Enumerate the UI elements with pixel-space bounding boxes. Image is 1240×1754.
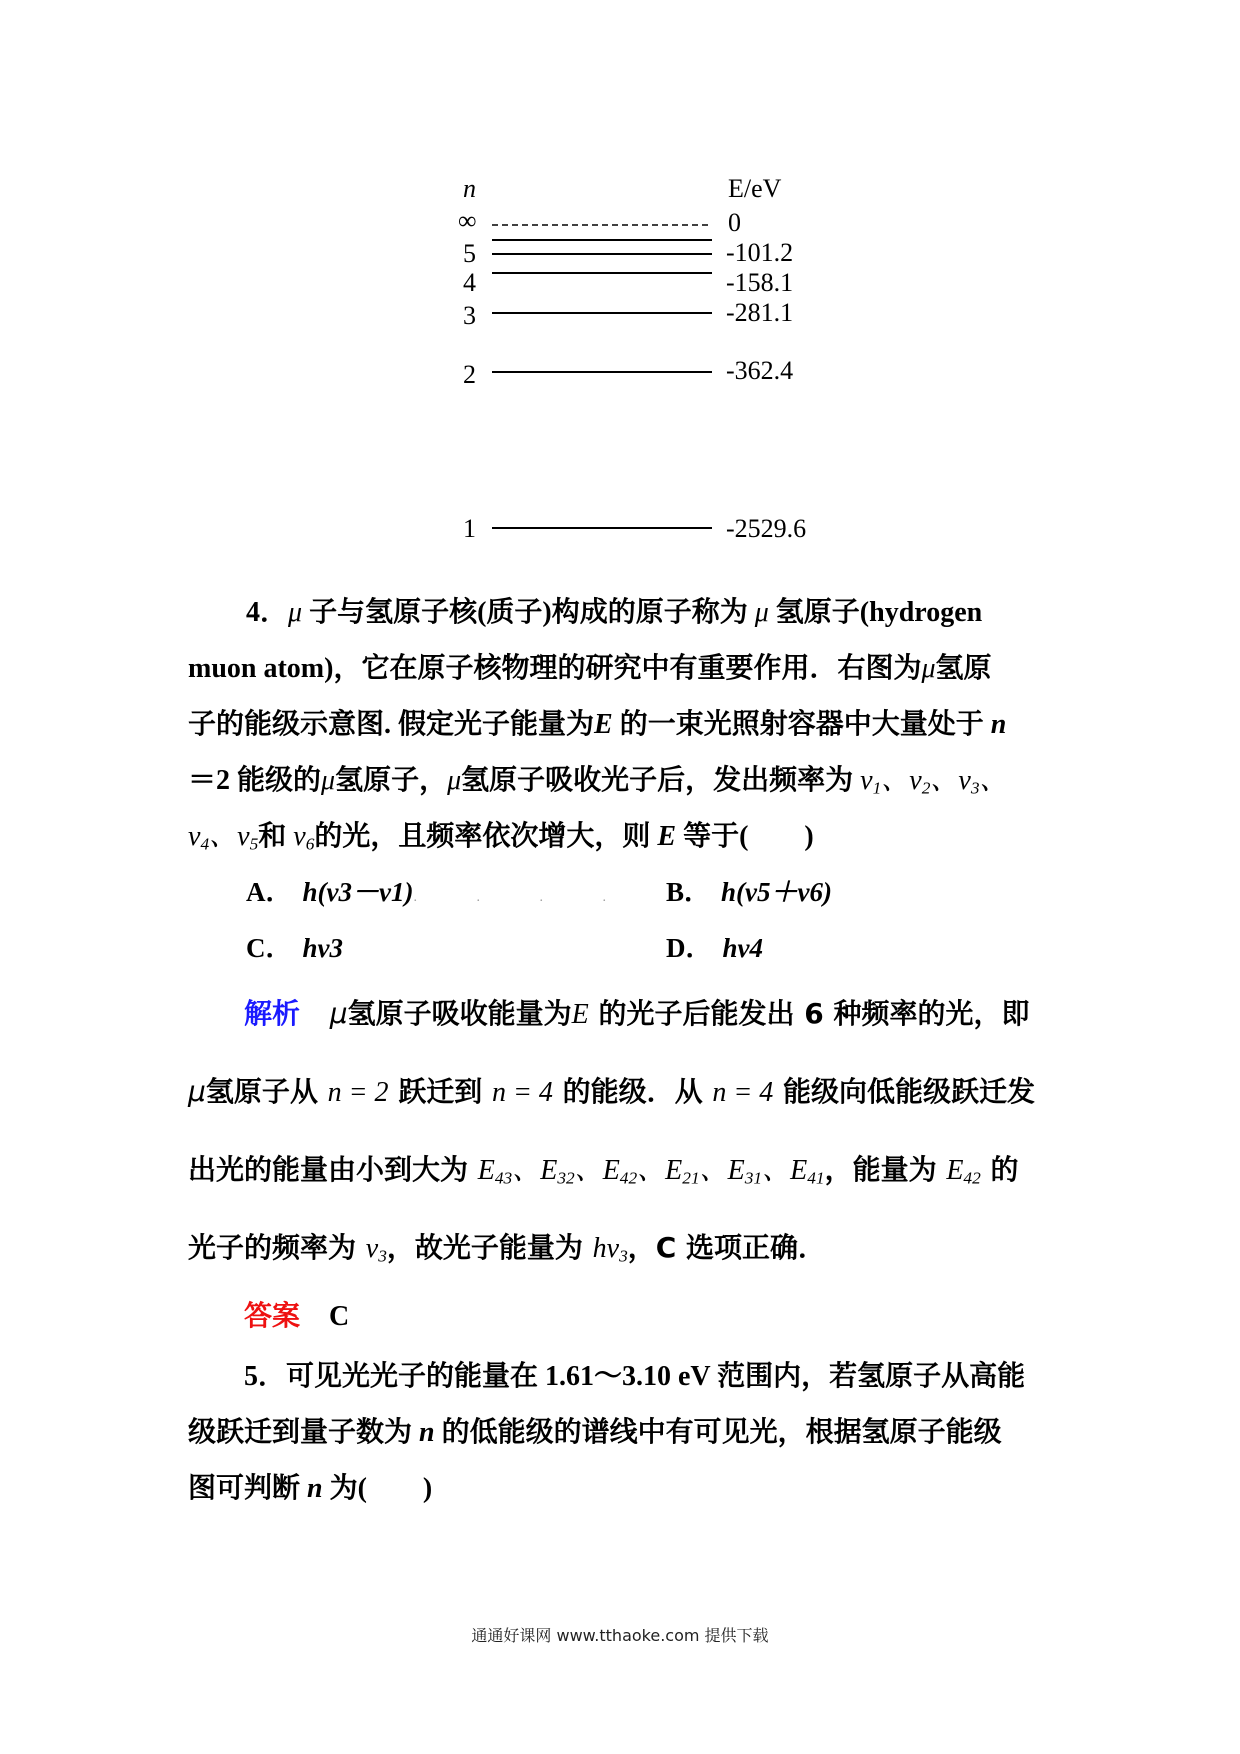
answer-value: C: [329, 1301, 350, 1332]
energy-axis-label: E/eV: [728, 174, 782, 203]
question-5-line-2: 级跃迁到量子数为 n 的低能级的谱线中有可见光，根据氢原子能级: [188, 1417, 1002, 1448]
energy-level-diagram: [0, 0, 1240, 560]
footer-watermark: 通通好课网 www.tthaoke.com 提供下载: [471, 1626, 769, 1645]
question-4-line-4: ＝2 能级的μ氢原子，μ氢原子吸收光子后，发出频率为 $\nu_1$、$\nu_2$、$\nu_3$、: [188, 765, 1008, 798]
level-n-label-infinity: ∞: [458, 206, 477, 235]
option-d-expression: hν4: [722, 933, 763, 963]
level-energy-label-infinity: 0: [728, 208, 741, 237]
n-axis-label: n: [463, 174, 476, 203]
analysis-line-2: μ氢原子从 n = 2 跃迁到 n = 4 的能级．从 n = 4 能级向低能级跃迁发: [188, 1075, 1036, 1108]
question-5-line-3: 图可判断 n 为( ): [188, 1473, 433, 1504]
option-c-expression: hν3: [302, 933, 343, 963]
analysis-line-3: 出光的能量由小到大为 $E_{43}$、$E_{32}$、$E_{42}$、$E_{21}$、$E_{31}$、$E_{41}$，能量为 $E_{42}$ 的: [188, 1153, 1019, 1188]
level-n-label-5: 5: [463, 239, 476, 268]
question-4-line-5: $\nu_4$、$\nu_5$和 $\nu_6$的光，且频率依次增大，则 E 等于( ): [188, 821, 814, 854]
option-b[interactable]: B． h(ν5＋ν6): [666, 877, 832, 907]
question-4-line-1: 4．μ 子与氢原子核(质子)构成的原子称为 μ 氢原子(hydrogen: [246, 597, 983, 628]
energy-levels: [0, 0, 1240, 560]
option-d[interactable]: D． hν4: [666, 933, 763, 963]
level-energy-label-2: -362.4: [726, 356, 794, 385]
level-energy-label-1: -2529.6: [726, 514, 807, 543]
analysis-label: 解析: [244, 997, 301, 1030]
question-4-line-2: muon atom)，它在原子核物理的研究中有重要作用．右图为μ氢原: [188, 653, 992, 684]
level-energy-label-5: -101.2: [726, 238, 794, 267]
analysis-line-4: 光子的频率为 $\nu_3$，故光子能量为 $h\nu_3$，C 选项正确．: [188, 1231, 827, 1266]
answer-line: [188, 1294, 1058, 1334]
option-b-expression: h(ν5＋ν6): [721, 877, 832, 907]
answer-label: 答案: [244, 1299, 301, 1332]
option-a-expression: h(ν3－ν1): [302, 877, 414, 907]
analysis-line-1: 解析 μ氢原子吸收能量为E 的光子后能发出 6 种频率的光，即: [244, 997, 1030, 1030]
level-n-label-3: 3: [463, 301, 476, 330]
level-n-label-4: 4: [463, 268, 476, 297]
option-c[interactable]: C． hν3: [246, 933, 343, 963]
level-energy-label-4: -158.1: [726, 268, 794, 297]
question-5-line-1: 5．可见光光子的能量在 1.61～3.10 eV 范围内，若氢原子从高能: [244, 1361, 1026, 1392]
level-n-label-2: 2: [463, 360, 476, 389]
option-a[interactable]: A． h(ν3－ν1). . . .: [246, 877, 634, 907]
level-energy-label-3: -281.1: [726, 298, 794, 327]
question-4-line-3: 子的能级示意图. 假定光子能量为E 的一束光照射容器中大量处于 n: [188, 709, 1007, 740]
level-n-label-1: 1: [463, 514, 476, 543]
